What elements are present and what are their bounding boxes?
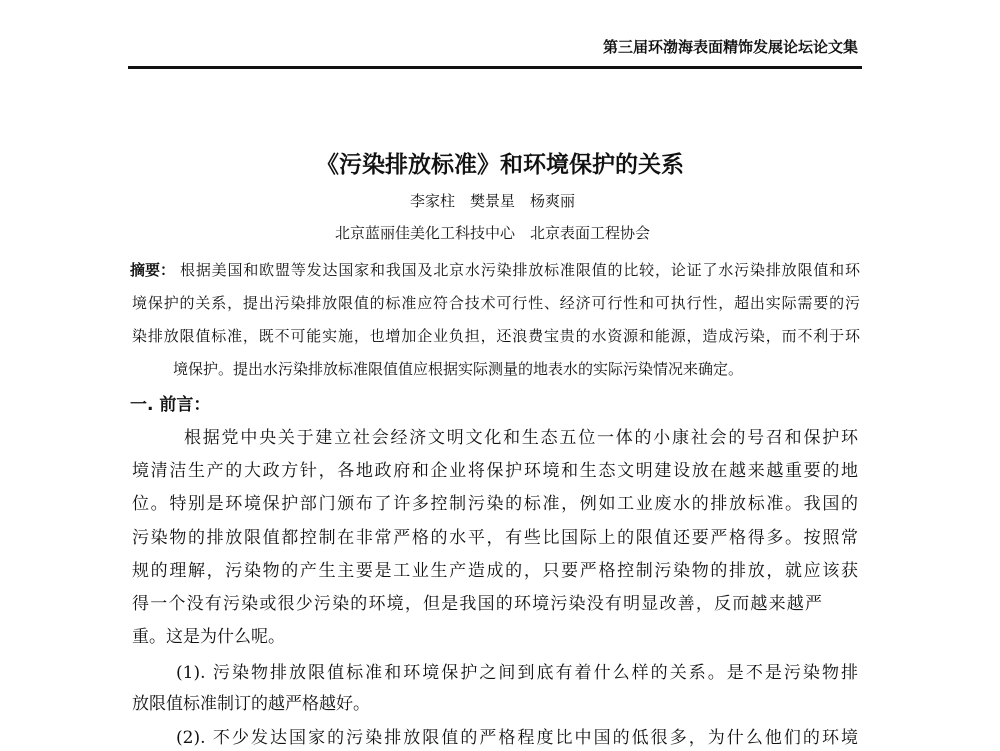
header-rule: [128, 66, 862, 69]
abstract-label: 摘要：: [130, 261, 176, 279]
body-line: 根据党中央关于建立社会经济文明文化和生态五位一体的小康社会的号召和保护环: [184, 428, 858, 448]
body-line: 位。特别是环境保护部门颁布了许多控制污染的标准，例如工业废水的排放标准。我国的: [132, 494, 858, 514]
affiliation: 北京蓝丽佳美化工科技中心 北京表面工程协会: [334, 224, 650, 242]
paper-title: 《污染排放标准》和环境保护的关系: [316, 152, 684, 178]
abstract-line: 境保护。提出水污染排放标准限值值应根据实际测量的地表水的实际污染情况来确定。: [173, 360, 744, 378]
abstract-line: 染排放限值标准，既不可能实施，也增加企业负担，还浪费宝贵的水资源和能源，造成污染，而不利于环: [132, 327, 860, 345]
section-heading: 一. 前言：: [130, 395, 211, 415]
body-line: 境清洁生产的大政方针，各地政府和企业将保护环境和生态文明建设放在越来越重要的地: [132, 461, 858, 481]
body-line: (1). 污染物排放限值标准和环境保护之间到底有着什么样的关系。是不是污染物排: [176, 663, 858, 683]
body-line: 得一个没有污染或很少污染的环境，但是我国的环境污染没有明显改善，反而越来越严: [132, 594, 822, 614]
abstract-line: 根据美国和欧盟等发达国家和我国及北京水污染排放标准限值的比较，论证了水污染排放限值和环: [180, 261, 860, 279]
body-line: 重。这是为什么呢。: [132, 627, 285, 647]
body-line: (2). 不少发达国家的污染排放限值的严格程度比中国的低很多，为什么他们的环境: [176, 728, 858, 748]
running-header: 第三届环渤海表面精饰发展论坛论文集: [602, 38, 858, 56]
body-line: 污染物的排放限值都控制在非常严格的水平，有些比国际上的限值还要严格得多。按照常: [132, 528, 858, 548]
body-line: 放限值标准制订的越严格越好。: [132, 694, 370, 714]
body-line: 规的理解，污染物的产生主要是工业生产造成的，只要严格控制污染物的排放，就应该获: [132, 561, 858, 581]
abstract-line: 境保护的关系，提出污染排放限值的标准应符合技术可行性、经济可行性和可执行性，超出实际需要的污: [132, 294, 860, 312]
authors: 李家柱 樊景星 杨爽丽: [409, 192, 575, 210]
